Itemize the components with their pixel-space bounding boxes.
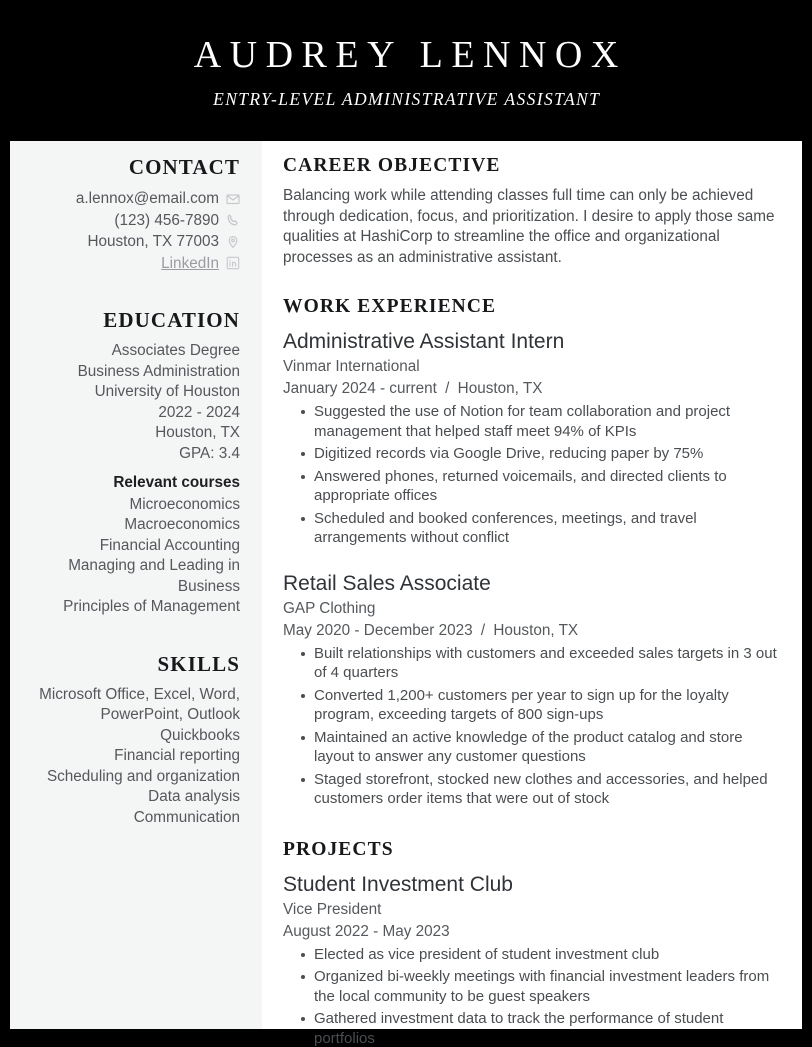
resume-body <box>10 141 802 1047</box>
skill-item: Communication <box>133 808 240 826</box>
bullet-item: Scheduled and booked conferences, meetings, and travel arrangements without conflict <box>314 509 778 548</box>
education-lines <box>24 341 240 464</box>
education-line: GPA: 3.4 <box>179 444 240 462</box>
contact-location-text: Houston, TX 77003 <box>87 233 219 250</box>
bullet-item: Built relationships with customers and exceeded sales targets in 3 out of 4 quarters <box>314 644 777 681</box>
skill-item: Microsoft Office, Excel, Word, PowerPoint, Outlook <box>39 685 240 723</box>
work-entry-title: Administrative Assistant Intern <box>283 330 565 353</box>
work-entry-dates: May 2020 - December 2023 <box>283 621 473 639</box>
work-entry-title: Retail Sales Associate <box>283 571 491 595</box>
bullet-item: Maintained an active knowledge of the product catalog and store layout to answer any customer questions <box>314 728 778 767</box>
work-entry-dates: January 2024 - current <box>283 380 437 397</box>
project-entry-role: Vice President <box>283 900 382 918</box>
skill-item: Financial reporting <box>114 747 240 764</box>
education-line: Houston, TX <box>155 424 240 441</box>
career-objective-section <box>283 155 778 268</box>
contact-heading: CONTACT <box>128 155 240 179</box>
work-entry-company: GAP Clothing <box>283 599 376 617</box>
bullet-item: Staged storefront, stocked new clothes and accessories, and helped customers order items that were out of stock <box>314 770 778 809</box>
main-content <box>262 141 802 1047</box>
candidate-job-title: ENTRY-LEVEL ADMINISTRATIVE ASSISTANT <box>213 88 601 109</box>
bullet-item: Answered phones, returned voicemails, and directed clients to appropriate offices <box>314 467 778 506</box>
skill-item: Quickbooks <box>160 726 240 744</box>
education-line: Business Administration <box>77 362 240 380</box>
education-line: Associates Degree <box>111 342 240 359</box>
work-entry-meta <box>283 378 778 399</box>
work-entry-meta <box>283 620 778 641</box>
skills-list <box>24 685 240 829</box>
candidate-name: AUDREY LENNOX <box>193 34 627 77</box>
education-line: University of Houston <box>94 383 240 400</box>
relevant-courses-list <box>24 495 240 618</box>
contact-item-linkedin[interactable] <box>24 253 240 275</box>
course-item: Principles of Management <box>63 598 240 615</box>
contact-phone-text: (123) 456-7890 <box>114 211 219 229</box>
work-entry-company: Vinmar International <box>283 358 420 375</box>
contact-item-phone[interactable] <box>24 210 240 232</box>
bullet-item: Organized bi-weekly meetings with financial investment leaders from the local community to be guest speakers <box>314 967 778 1006</box>
envelope-icon <box>226 192 240 206</box>
course-item: Managing and Leading in Business <box>68 557 240 595</box>
contact-item-email[interactable] <box>24 188 240 210</box>
work-entry <box>283 328 778 548</box>
resume-header <box>0 0 812 141</box>
contact-item-location[interactable] <box>24 231 240 253</box>
course-item: Macroeconomics <box>124 516 240 533</box>
course-item: Microeconomics <box>129 495 240 513</box>
skill-item: Data analysis <box>148 788 240 805</box>
bullet-item: Gathered investment data to track the performance of student portfolios <box>314 1009 778 1047</box>
project-entry-meta <box>283 921 778 942</box>
work-entry-location: Houston, TX <box>493 621 579 639</box>
skills-heading: SKILLS <box>157 651 240 676</box>
project-entry <box>283 871 778 1047</box>
work-entry-separator: / <box>480 621 486 639</box>
projects-heading: PROJECTS <box>283 838 394 860</box>
work-entry-separator: / <box>445 380 450 397</box>
work-entry-bullets <box>283 644 778 809</box>
skill-item: Scheduling and organization <box>46 767 240 785</box>
relevant-courses-heading: Relevant courses <box>113 474 240 491</box>
project-entry-dates: August 2022 - May 2023 <box>283 922 450 940</box>
linkedin-icon <box>226 256 240 270</box>
work-entry-location: Houston, TX <box>457 380 543 397</box>
career-objective-text: Balancing work while attending classes full time can only be achieved through dedication, focus, and prioritization. I desire to apply those same qualities at HashiCorp to streamline the office and organizational processes as an administrative assistant. <box>283 187 775 266</box>
contact-email-text: a.lennox@email.com <box>75 190 219 207</box>
work-entry <box>283 570 778 809</box>
bullet-item: Elected as vice president of student investment club <box>314 945 778 965</box>
work-experience-heading: WORK EXPERIENCE <box>283 296 497 317</box>
sidebar <box>10 141 262 1029</box>
course-item: Financial Accounting <box>99 536 240 554</box>
career-objective-heading: CAREER OBJECTIVE <box>283 155 501 176</box>
projects-section <box>283 839 778 1047</box>
work-entry-bullets <box>283 402 778 548</box>
location-pin-icon <box>226 235 240 249</box>
bullet-item: Digitized records via Google Drive, reducing paper by 75% <box>314 444 778 464</box>
education-heading: EDUCATION <box>103 308 240 332</box>
project-entry-title: Student Investment Club <box>283 872 513 896</box>
contact-linkedin-link[interactable]: LinkedIn <box>161 254 219 272</box>
project-entry-bullets <box>283 945 778 1047</box>
phone-icon <box>226 213 240 227</box>
work-experience-section <box>283 296 778 809</box>
bullet-item: Suggested the use of Notion for team collaboration and project management that helped staff meet 94% of KPIs <box>314 402 778 441</box>
bullet-item: Converted 1,200+ customers per year to sign up for the loyalty program, exceeding targets of 800 sign-ups <box>314 686 778 725</box>
education-line: 2022 - 2024 <box>158 403 240 421</box>
